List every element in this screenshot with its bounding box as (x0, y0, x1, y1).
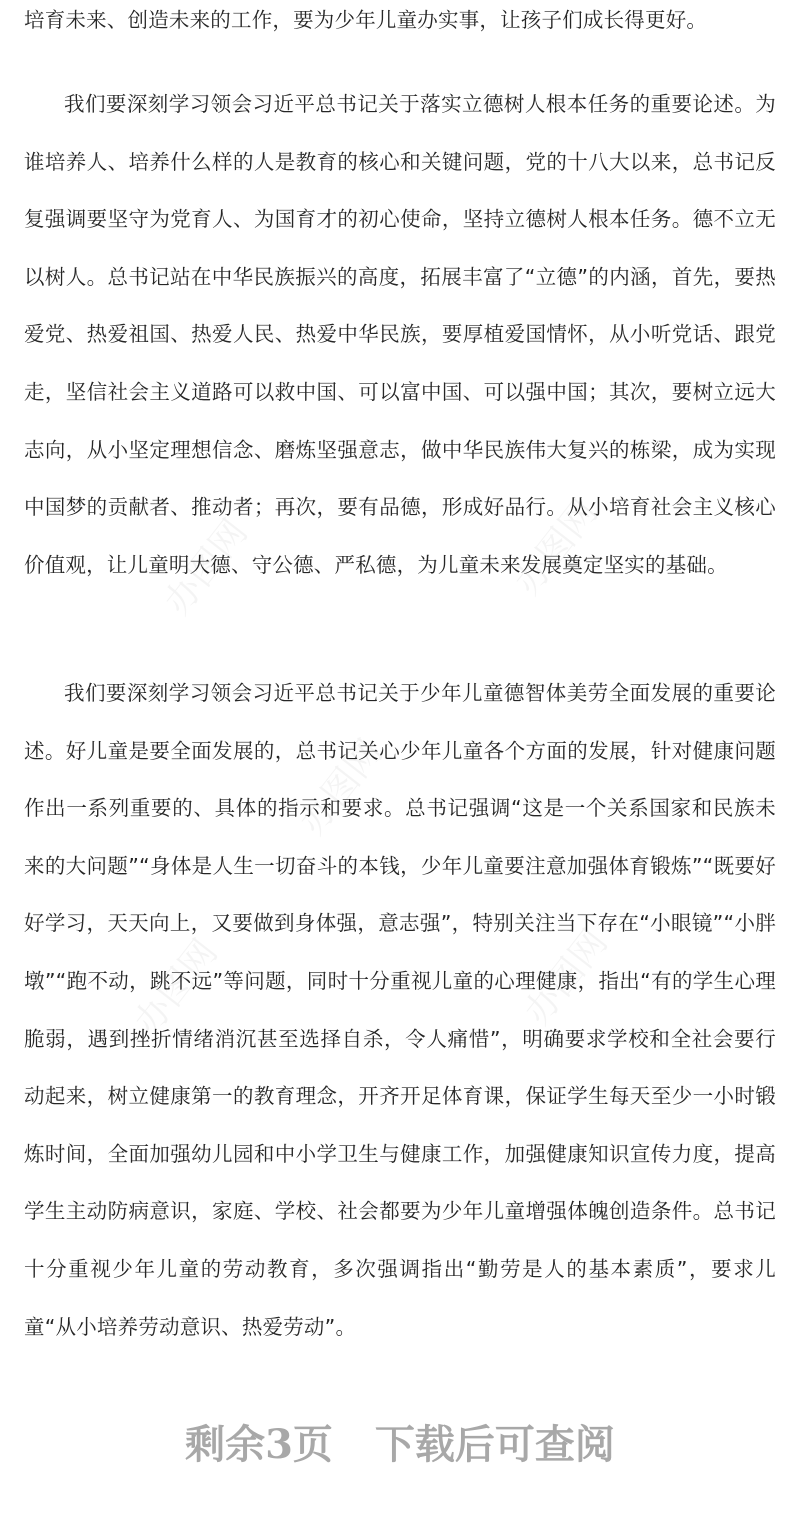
download-prompt-banner[interactable] (0, 1415, 800, 1475)
download-to-view-label: 下载后可查阅 (374, 1421, 615, 1468)
body-paragraph-all-round-development: 我们要深刻学习领会习近平总书记关于少年儿童德智体美劳全面发展的重要论述。好儿童是要全面发展的，总书记关心少年儿童各个方面的发展，针对健康问题作出一系列重要的、具体的指示和要求。总书记强调“这是一个关系国家和民族未来的大问题”“身体是人生一切奋斗的本钱，少年儿童要注意加强体育锻炼”“既要好好学习，天天向上，又要做到身体强，意志强”，特别关注当下存在“小眼镜”“小胖墩”“跑不动，跳不远”等问题，同时十分重视儿童的心理健康，指出“有的学生心理脆弱，遇到挫折情绪消沉甚至选择自杀，令人痛惜”，明确要求学校和全社会要行动起来，树立健康第一的教育理念，开齐开足体育课，保证学生每天至少一小时锻炼时间，全面加强幼儿园和中小学卫生与健康工作，加强健康知识宣传力度，提高学生主动防病意识，家庭、学校、社会都要为少年儿童增强体魄创造条件。总书记十分重视少年儿童的劳动教育，多次强调指出“勤劳是人的基本素质”，要求儿童“从小培养劳动意识、热爱劳动”。 (24, 681, 776, 1339)
remaining-pages-label: 剩余3页 (185, 1421, 333, 1468)
body-paragraph-moral-education: 我们要深刻学习领会习近平总书记关于落实立德树人根本任务的重要论述。为谁培养人、培养什么样的人是教育的核心和关键问题，党的十八大以来，总书记反复强调要坚守为党育人、为国育才的初心使命，坚持立德树人根本任务。德不立无以树人。总书记站在中华民族振兴的高度，拓展丰富了“立德”的内涵，首先，要热爱党、热爱祖国、热爱人民、热爱中华民族，要厚植爱国情怀，从小听党话、跟党走，坚信社会主义道路可以救中国、可以富中国、可以强中国；其次，要树立远大志向，从小坚定理想信念、磨炼坚强意志，做中华民族伟大复兴的栋梁，成为实现中国梦的贡献者、推动者；再次，要有品德，形成好品行。从小培育社会主义核心价值观，让儿童明大德、守公德、严私德，为儿童未来发展奠定坚实的基础。 (24, 92, 776, 577)
intro-paragraph-fragment: 培育未来、创造未来的工作，要为少年儿童办实事，让孩子们成长得更好。 (24, 8, 708, 32)
